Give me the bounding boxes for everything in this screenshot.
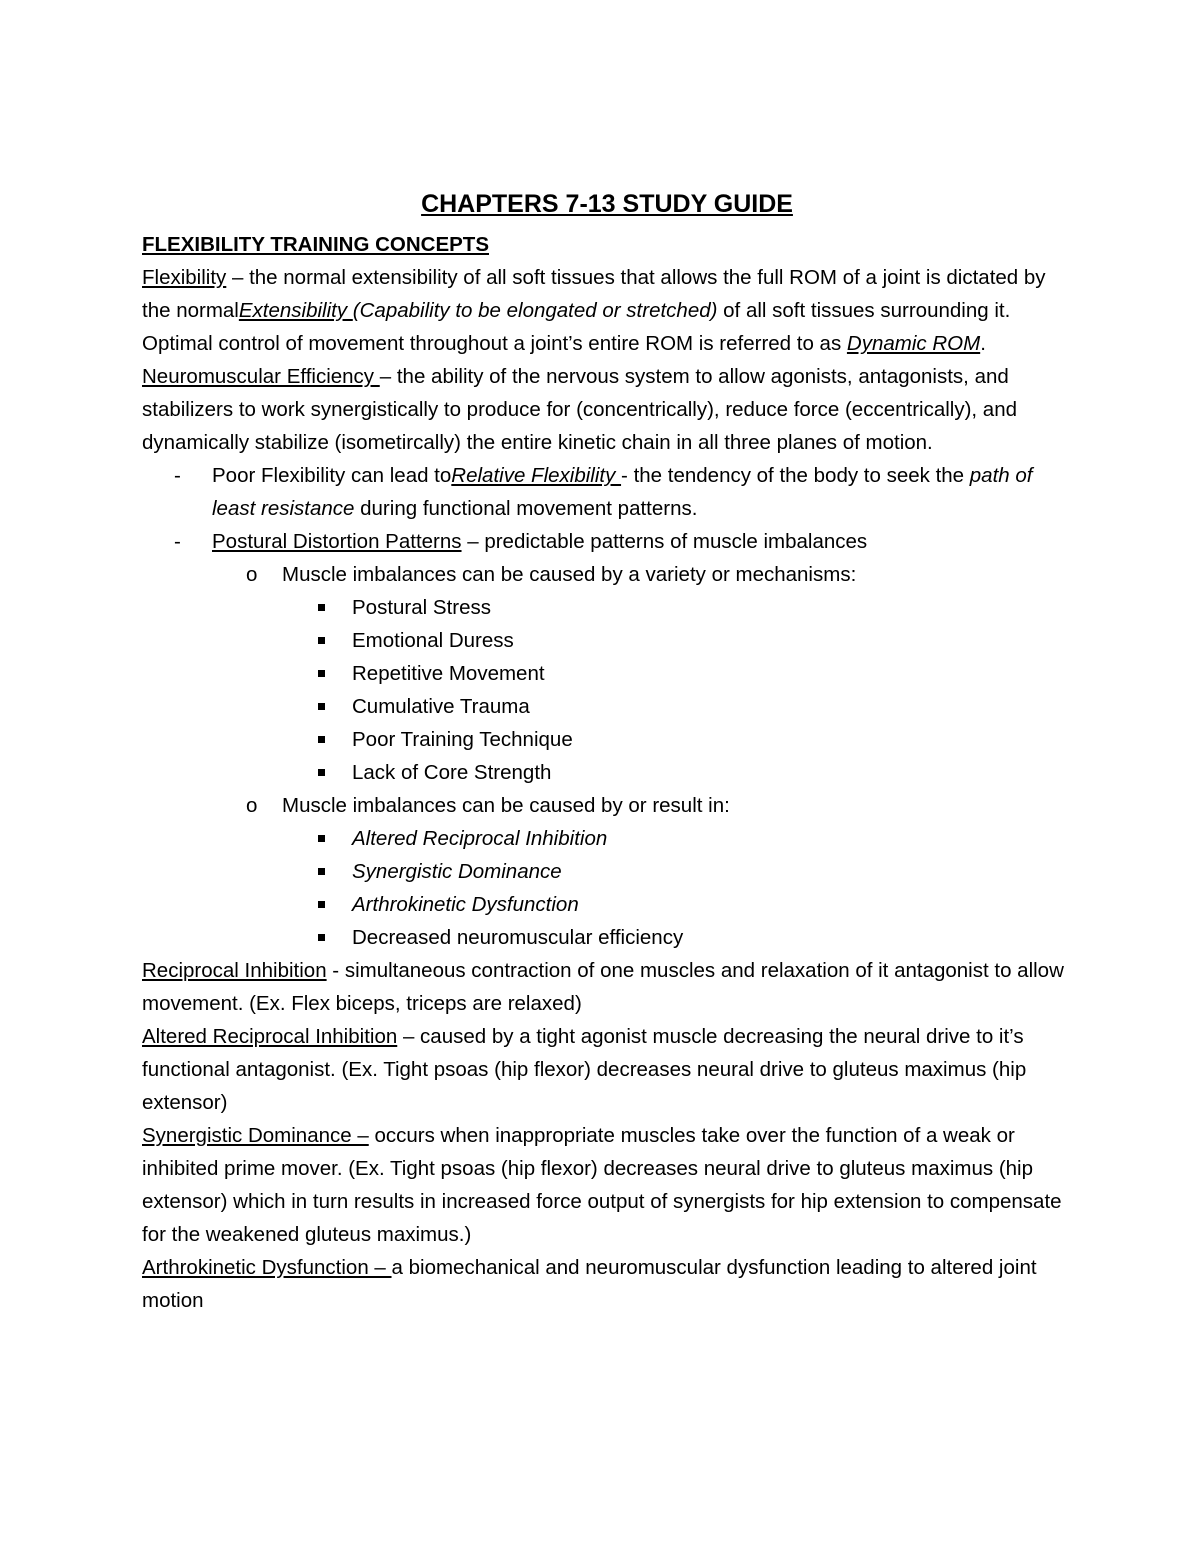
- synergistic-text: occurs when inappropriate muscles take over the function of a weak or inhibited prime mover. (Ex. Tight psoas (hip flexor) decreases neural drive to gluteus maximus (hip extensor) which in turn results in increased force output of synergists for hip extension to compensate for the weakened gluteus maximus.): [142, 1124, 1062, 1246]
- flexibility-text-2: of all soft tissues surrounding it. Optimal control of movement throughout a joint’s entire ROM is referred to as: [142, 299, 1011, 355]
- circle-list: [212, 558, 1072, 954]
- list-item: [282, 888, 1072, 921]
- flexibility-text-1: – the normal extensibility of all soft tissues that allows the full ROM of a joint is dictated by the normal: [142, 266, 1046, 322]
- document-page: [142, 186, 1072, 1317]
- mechanism-text: Repetitive Movement: [352, 662, 545, 685]
- reciprocal-paragraph: [142, 954, 1072, 1020]
- square-bullet-icon: [318, 604, 325, 611]
- relative-flex-text-3: during functional movement patterns.: [354, 497, 698, 520]
- result-text: Arthrokinetic Dysfunction: [352, 893, 579, 916]
- list-item: [282, 690, 1072, 723]
- mechanism-text: Poor Training Technique: [352, 728, 573, 751]
- term-extensibility: Extensibility: [238, 299, 353, 322]
- mechanism-text: Cumulative Trauma: [352, 695, 530, 718]
- term-arthrokinetic-dysfunction: Arthrokinetic Dysfunction –: [142, 1256, 392, 1279]
- path-least-resistance: path of least resistance: [212, 464, 1033, 520]
- mechanism-text: Lack of Core Strength: [352, 761, 552, 784]
- altered-paragraph: [142, 1020, 1072, 1119]
- list-item: [212, 789, 1072, 954]
- list-item: [282, 624, 1072, 657]
- circle-marker: o: [246, 563, 258, 586]
- term-postural-distortion: Postural Distortion Patterns: [212, 530, 462, 553]
- square-bullet-icon: [318, 835, 325, 842]
- list-item: [282, 591, 1072, 624]
- list-item: [282, 723, 1072, 756]
- reciprocal-text: - simultaneous contraction of one muscles and relaxation of it antagonist to allow movement. (Ex. Flex biceps, triceps are relaxed): [142, 959, 1064, 1015]
- circle-marker: o: [246, 794, 258, 817]
- term-flexibility: Flexibility: [142, 266, 227, 289]
- square-bullet-icon: [318, 769, 325, 776]
- list-item: [282, 657, 1072, 690]
- term-altered-reciprocal: Altered Reciprocal Inhibition: [142, 1025, 398, 1048]
- relative-flex-text-2: - the tendency of the body to seek the: [621, 464, 970, 487]
- square-bullet-icon: [318, 934, 325, 941]
- extensibility-definition: (Capability to be elongated or stretched): [352, 299, 718, 322]
- list-item: [142, 459, 1072, 525]
- mechanisms-list: [282, 591, 1072, 789]
- neuromuscular-text: – the ability of the nervous system to allow agonists, antagonists, and stabilizers to work synergistically to produce for (concentrically), reduce force (eccentrically), and dynamically stabilize (isometircally) the entire kinetic chain in all three planes of motion.: [142, 365, 1018, 454]
- term-reciprocal-inhibition: Reciprocal Inhibition: [142, 959, 327, 982]
- term-synergistic-dominance: Synergistic Dominance –: [142, 1124, 369, 1147]
- relative-flex-text-1: Poor Flexibility can lead to: [212, 464, 452, 487]
- flexibility-paragraph: [142, 261, 1072, 360]
- results-intro: Muscle imbalances can be caused by or result in:: [282, 794, 730, 817]
- result-text: Synergistic Dominance: [352, 860, 562, 883]
- square-bullet-icon: [318, 868, 325, 875]
- term-dynamic-rom: Dynamic ROM: [846, 332, 981, 355]
- list-item: [142, 525, 1072, 954]
- result-text: Altered Reciprocal Inhibition: [352, 827, 608, 850]
- dash-marker: -: [174, 464, 181, 487]
- result-text: Decreased neuromuscular efficiency: [352, 926, 684, 949]
- square-bullet-icon: [318, 637, 325, 644]
- synergistic-paragraph: [142, 1119, 1072, 1251]
- square-bullet-icon: [318, 670, 325, 677]
- arthrokinetic-paragraph: [142, 1251, 1072, 1317]
- postural-distortion-text: – predictable patterns of muscle imbalances: [461, 530, 868, 553]
- list-item: [282, 756, 1072, 789]
- altered-text: – caused by a tight agonist muscle decreasing the neural drive to it’s functional antagonist. (Ex. Tight psoas (hip flexor) decreases neural drive to gluteus maximus (hip extensor): [142, 1025, 1027, 1114]
- results-list: [282, 822, 1072, 954]
- neuromuscular-paragraph: [142, 360, 1072, 459]
- section-heading: FLEXIBILITY TRAINING CONCEPTS: [142, 233, 489, 256]
- arthrokinetic-text: a biomechanical and neuromuscular dysfunction leading to altered joint motion: [142, 1256, 1037, 1312]
- page-title: CHAPTERS 7-13 STUDY GUIDE: [421, 190, 793, 218]
- flexibility-text-3: .: [980, 332, 986, 355]
- term-relative-flexibility: Relative Flexibility: [451, 464, 622, 487]
- mechanism-text: Postural Stress: [352, 596, 491, 619]
- term-neuromuscular-efficiency: Neuromuscular Efficiency: [142, 365, 380, 388]
- dash-marker: -: [174, 530, 181, 553]
- list-item: [212, 558, 1072, 789]
- list-item: [282, 822, 1072, 855]
- list-item: [282, 921, 1072, 954]
- square-bullet-icon: [318, 901, 325, 908]
- mechanism-text: Emotional Duress: [352, 629, 514, 652]
- list-item: [282, 855, 1072, 888]
- square-bullet-icon: [318, 736, 325, 743]
- dash-list: [142, 459, 1072, 954]
- square-bullet-icon: [318, 703, 325, 710]
- mechanisms-intro: Muscle imbalances can be caused by a variety or mechanisms:: [282, 563, 857, 586]
